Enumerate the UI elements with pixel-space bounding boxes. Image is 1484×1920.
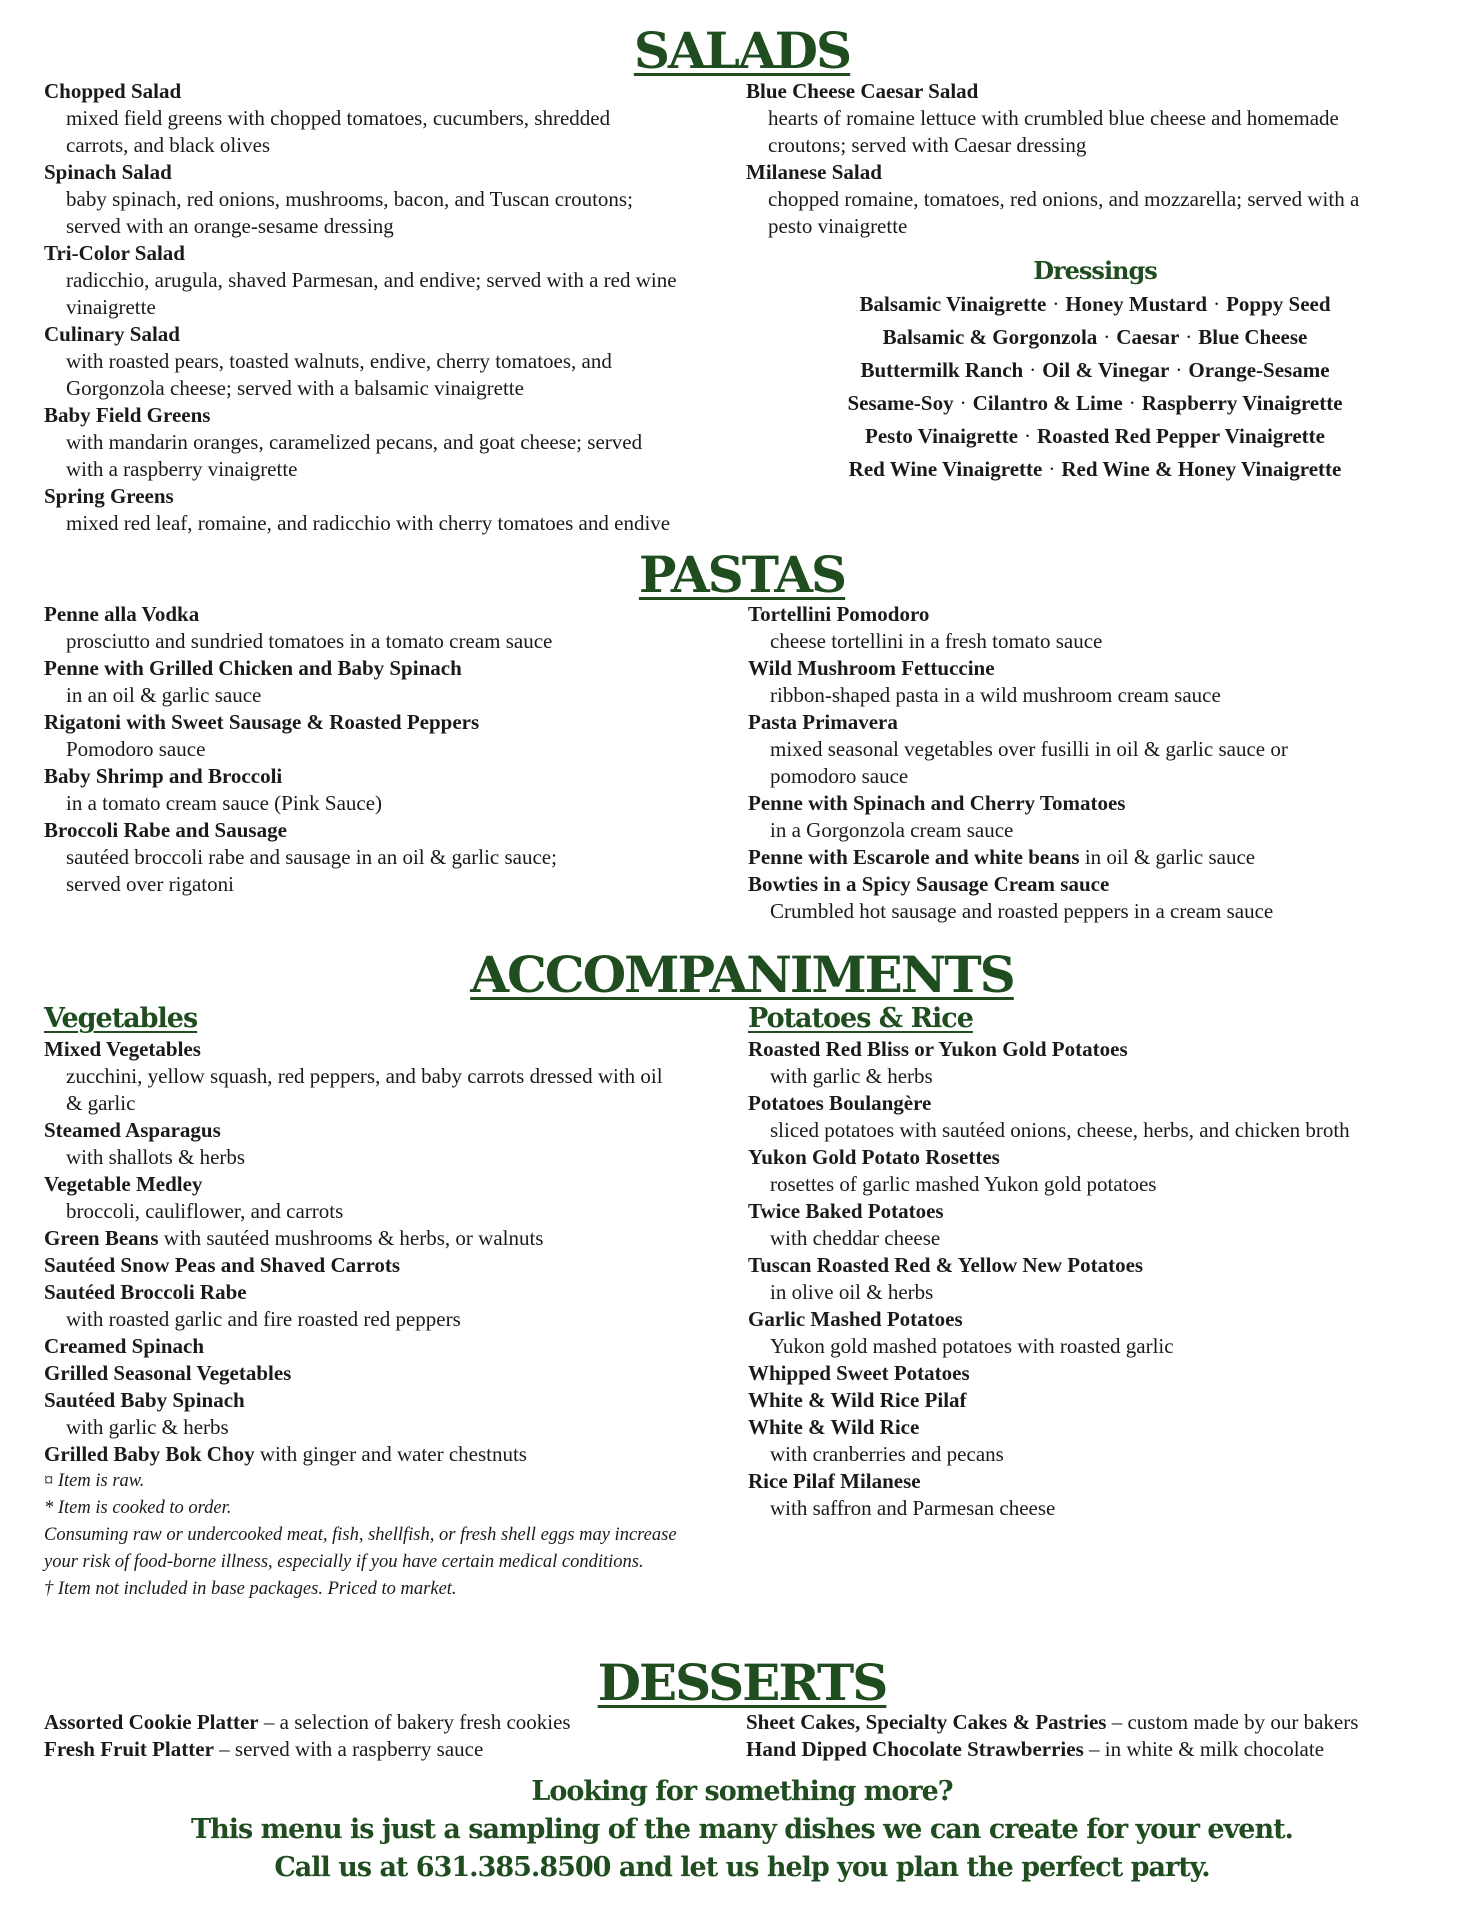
- footer-line-1: Looking for something more?: [531, 1776, 953, 1807]
- menu-item: [746, 78, 1446, 159]
- potatoes-list: [748, 1036, 1448, 1522]
- menu-item-inline-description: – a selection of bakery fresh cookies: [258, 1710, 571, 1734]
- menu-item: [44, 817, 744, 898]
- menu-item: [44, 1171, 764, 1225]
- menu-item-description: in a Gorgonzola cream sauce: [770, 818, 1014, 842]
- menu-item: [748, 1036, 1448, 1090]
- menu-item-name: [44, 1225, 764, 1252]
- salads-left-column: [44, 78, 764, 537]
- menu-item-description: in olive oil & herbs: [770, 1280, 934, 1304]
- menu-item: [748, 1198, 1448, 1252]
- menu-item-title: Spring Greens: [44, 484, 174, 508]
- menu-item-description: chopped romaine, tomatoes, red onions, and mozzarella; served with a: [768, 187, 1360, 211]
- note-line: * Item is cooked to order.: [44, 1498, 232, 1518]
- menu-item-name: [746, 1709, 1466, 1736]
- note-line: † Item not included in base packages. Priced to market.: [44, 1579, 457, 1599]
- menu-item-title: Assorted Cookie Platter: [44, 1710, 259, 1734]
- menu-item-name: [748, 1036, 1448, 1063]
- menu-item-description: with garlic & herbs: [66, 1415, 229, 1439]
- footer-callout: [0, 1773, 1484, 1887]
- menu-item: [44, 1036, 764, 1117]
- menu-item-title: Blue Cheese Caesar Salad: [746, 79, 979, 103]
- menu-item: [44, 1252, 764, 1279]
- menu-item: [748, 1414, 1448, 1468]
- menu-item-name: [44, 78, 764, 105]
- menu-item: [748, 844, 1448, 871]
- menu-item: [44, 402, 764, 483]
- menu-item-title: White & Wild Rice: [748, 1415, 920, 1439]
- footer-line-2: This menu is just a sampling of the many dishes we can create for your event.: [191, 1814, 1293, 1845]
- menu-item-title: Baby Field Greens: [44, 403, 211, 427]
- menu-item: [748, 655, 1448, 709]
- menu-item: [44, 240, 764, 321]
- menu-item: [748, 1306, 1448, 1360]
- menu-item-name: [746, 78, 1446, 105]
- desserts-heading: DESSERTS: [597, 1653, 887, 1712]
- menu-item-description: with cheddar cheese: [770, 1226, 941, 1250]
- menu-item-description: croutons; served with Caesar dressing: [768, 133, 1087, 157]
- menu-item-name: [746, 159, 1446, 186]
- menu-item-title: Milanese Salad: [746, 160, 882, 184]
- menu-item-name: [44, 1360, 764, 1387]
- menu-item-description: Gorgonzola cheese; served with a balsamic vinaigrette: [66, 376, 524, 400]
- dressing-row: [760, 321, 1430, 354]
- menu-item-title: Baby Shrimp and Broccoli: [44, 764, 283, 788]
- menu-item-title: Rice Pilaf Milanese: [748, 1469, 921, 1493]
- menu-item-title: Sautéed Broccoli Rabe: [44, 1280, 247, 1304]
- separator-dot: ·: [1185, 325, 1193, 349]
- dressing-name: Pesto Vinaigrette: [865, 424, 1019, 448]
- menu-item: [44, 483, 764, 537]
- menu-item-title: White & Wild Rice Pilaf: [748, 1388, 967, 1412]
- dressing-row: [760, 288, 1430, 321]
- desserts-right-column: [746, 1709, 1466, 1763]
- menu-item-title: Green Beans: [44, 1226, 159, 1250]
- separator-dot: ·: [1103, 325, 1111, 349]
- menu-item-name: [44, 1036, 764, 1063]
- menu-item: [44, 655, 744, 709]
- dressing-name: Balsamic & Gorgonzola: [882, 325, 1098, 349]
- menu-item-description: broccoli, cauliflower, and carrots: [66, 1199, 344, 1223]
- dressing-name: Raspberry Vinaigrette: [1141, 391, 1343, 415]
- menu-item-description: Pomodoro sauce: [66, 737, 206, 761]
- menu-item-description: radicchio, arugula, shaved Parmesan, and endive; served with a red wine: [66, 268, 677, 292]
- menu-item: [44, 1117, 764, 1171]
- menu-item-name: [748, 1468, 1448, 1495]
- menu-item: [748, 1360, 1448, 1387]
- menu-item-title: Sautéed Baby Spinach: [44, 1388, 245, 1412]
- menu-item-name: [44, 1387, 764, 1414]
- menu-item-description: with saffron and Parmesan cheese: [770, 1496, 1056, 1520]
- menu-item-description: Yukon gold mashed potatoes with roasted garlic: [770, 1334, 1174, 1358]
- menu-item-title: Culinary Salad: [44, 322, 180, 346]
- menu-item-name: [44, 402, 764, 429]
- menu-item-title: Sheet Cakes, Specialty Cakes & Pastries: [746, 1710, 1107, 1734]
- menu-item: [44, 763, 744, 817]
- menu-item-name: [44, 1333, 764, 1360]
- menu-item-inline-description: – served with a raspberry sauce: [213, 1737, 484, 1761]
- menu-item-title: Penne with Grilled Chicken and Baby Spinach: [44, 656, 462, 680]
- menu-item: [44, 601, 744, 655]
- potatoes-title: Potatoes & Rice: [748, 1003, 973, 1034]
- menu-item: [746, 1709, 1466, 1736]
- menu-item-name: [44, 1252, 764, 1279]
- menu-item: [748, 1468, 1448, 1522]
- menu-item-title: Creamed Spinach: [44, 1334, 205, 1358]
- menu-item-name: [748, 601, 1448, 628]
- menu-item: [44, 1387, 764, 1441]
- menu-item-inline-description: with sautéed mushrooms & herbs, or walnuts: [158, 1226, 544, 1250]
- menu-item-description: mixed field greens with chopped tomatoes, cucumbers, shredded: [66, 106, 611, 130]
- dressing-name: Caesar: [1116, 325, 1180, 349]
- menu-item-title: Hand Dipped Chocolate Strawberries: [746, 1737, 1084, 1761]
- menu-item-description: pesto vinaigrette: [768, 214, 908, 238]
- salads-heading: SALADS: [633, 21, 851, 80]
- menu-item-title: Bowties in a Spicy Sausage Cream sauce: [748, 872, 1110, 896]
- menu-item-name: [748, 871, 1448, 898]
- dressing-name: Blue Cheese: [1198, 325, 1308, 349]
- menu-item-description: with roasted garlic and fire roasted red peppers: [66, 1307, 461, 1331]
- menu-item-description: with roasted pears, toasted walnuts, endive, cherry tomatoes, and: [66, 349, 612, 373]
- menu-item-description: pomodoro sauce: [770, 764, 909, 788]
- menu-item: [748, 1144, 1448, 1198]
- menu-item-name: [748, 1414, 1448, 1441]
- menu-item: [748, 790, 1448, 844]
- desserts-left-column: [44, 1709, 764, 1763]
- dressing-name: Poppy Seed: [1226, 292, 1331, 316]
- separator-dot: ·: [1213, 292, 1221, 316]
- menu-item-description: mixed seasonal vegetables over fusilli in oil & garlic sauce or: [770, 737, 1288, 761]
- menu-item-title: Potatoes Boulangère: [748, 1091, 932, 1115]
- menu-item: [44, 1360, 764, 1387]
- menu-item-title: Twice Baked Potatoes: [748, 1199, 944, 1223]
- dressing-row: [760, 387, 1430, 420]
- menu-item-title: Penne alla Vodka: [44, 602, 200, 626]
- vegetables-title: Vegetables: [44, 1003, 198, 1034]
- dressing-name: Orange-Sesame: [1188, 358, 1330, 382]
- menu-item: [746, 159, 1446, 240]
- dressing-row: [760, 354, 1430, 387]
- menu-item-description: prosciutto and sundried tomatoes in a tomato cream sauce: [66, 629, 553, 653]
- menu-item-description: & garlic: [66, 1091, 136, 1115]
- accompaniments-heading: ACCOMPANIMENTS: [470, 945, 1014, 1004]
- menu-item-name: [44, 483, 764, 510]
- dressing-name: Sesame-Soy: [847, 391, 954, 415]
- menu-item-name: [44, 1709, 764, 1736]
- menu-item-name: [44, 817, 744, 844]
- menu-item-description: with a raspberry vinaigrette: [66, 457, 298, 481]
- menu-item-description: in a tomato cream sauce (Pink Sauce): [66, 791, 383, 815]
- dressing-name: Oil & Vinegar: [1042, 358, 1170, 382]
- menu-item-name: [44, 321, 764, 348]
- menu-item-name: [44, 655, 744, 682]
- menu-item-description: carrots, and black olives: [66, 133, 271, 157]
- menu-item-description: with garlic & herbs: [770, 1064, 933, 1088]
- menu-item-title: Sautéed Snow Peas and Shaved Carrots: [44, 1253, 401, 1277]
- menu-item-title: Whipped Sweet Potatoes: [748, 1361, 970, 1385]
- menu-item-name: [44, 1736, 764, 1763]
- vegetables-column: [44, 1002, 764, 1603]
- menu-item-description: served with an orange-sesame dressing: [66, 214, 394, 238]
- menu-item-description: hearts of romaine lettuce with crumbled blue cheese and homemade: [768, 106, 1339, 130]
- menu-item-name: [44, 601, 744, 628]
- menu-item-description: with shallots & herbs: [66, 1145, 246, 1169]
- dressings-title: Dressings: [1033, 256, 1157, 285]
- menu-item-name: [748, 1144, 1448, 1171]
- salads-right-column: [746, 78, 1446, 240]
- menu-item-name: [748, 1198, 1448, 1225]
- menu-item-description: sliced potatoes with sautéed onions, cheese, herbs, and chicken broth: [770, 1118, 1350, 1142]
- separator-dot: ·: [1048, 457, 1056, 481]
- menu-item-name: [44, 1117, 764, 1144]
- menu-item-title: Tri-Color Salad: [44, 241, 185, 265]
- dressing-name: Buttermilk Ranch: [860, 358, 1024, 382]
- menu-item-inline-description: – custom made by our bakers: [1106, 1710, 1359, 1734]
- menu-item: [746, 1736, 1466, 1763]
- menu-item-description: zucchini, yellow squash, red peppers, and baby carrots dressed with oil: [66, 1064, 663, 1088]
- menu-item: [44, 1333, 764, 1360]
- vegetables-list: [44, 1036, 764, 1468]
- menu-item-description: cheese tortellini in a fresh tomato sauce: [770, 629, 1103, 653]
- menu-item-name: [44, 1171, 764, 1198]
- dressing-name: Red Wine & Honey Vinaigrette: [1061, 457, 1342, 481]
- dressing-row: [760, 453, 1430, 486]
- menu-item-name: [44, 763, 744, 790]
- menu-item: [44, 1441, 764, 1468]
- menu-item-title: Rigatoni with Sweet Sausage & Roasted Peppers: [44, 710, 480, 734]
- menu-item-name: [44, 240, 764, 267]
- separator-dot: ·: [959, 391, 967, 415]
- menu-item: [44, 1279, 764, 1333]
- dressings-list: [760, 288, 1430, 486]
- menu-item: [44, 1709, 764, 1736]
- menu-item-title: Broccoli Rabe and Sausage: [44, 818, 287, 842]
- menu-item-name: [44, 1441, 764, 1468]
- separator-dot: ·: [1024, 424, 1032, 448]
- menu-item-title: Penne with Escarole and white beans: [748, 845, 1080, 869]
- separator-dot: ·: [1128, 391, 1136, 415]
- menu-item: [748, 1090, 1448, 1144]
- menu-item-description: mixed red leaf, romaine, and radicchio with cherry tomatoes and endive: [66, 511, 671, 535]
- menu-item-name: [748, 1252, 1448, 1279]
- menu-item-name: [748, 844, 1448, 871]
- menu-item-description: rosettes of garlic mashed Yukon gold potatoes: [770, 1172, 1157, 1196]
- menu-item: [44, 709, 744, 763]
- menu-item-title: Grilled Baby Bok Choy: [44, 1442, 255, 1466]
- menu-item-name: [748, 790, 1448, 817]
- menu-item-description: vinaigrette: [66, 295, 156, 319]
- footer-line-3: Call us at 631.385.8500 and let us help you plan the perfect party.: [274, 1852, 1210, 1883]
- menu-item-title: Yukon Gold Potato Rosettes: [748, 1145, 1000, 1169]
- menu-item-name: [748, 1387, 1448, 1414]
- menu-item-description: sautéed broccoli rabe and sausage in an oil & garlic sauce;: [66, 845, 557, 869]
- dressing-name: Honey Mustard: [1065, 292, 1208, 316]
- separator-dot: ·: [1175, 358, 1183, 382]
- menu-item-name: [746, 1736, 1466, 1763]
- menu-item: [748, 1387, 1448, 1414]
- menu-item: [44, 1736, 764, 1763]
- menu-item-description: baby spinach, red onions, mushrooms, bacon, and Tuscan croutons;: [66, 187, 633, 211]
- menu-item-name: [44, 1279, 764, 1306]
- note-line: Consuming raw or undercooked meat, fish, shellfish, or fresh shell eggs may increase: [44, 1525, 677, 1545]
- menu-item: [748, 871, 1448, 925]
- menu-item: [748, 1252, 1448, 1306]
- dressing-name: Balsamic Vinaigrette: [859, 292, 1047, 316]
- note-line: your risk of food-borne illness, especially if you have certain medical conditions.: [44, 1552, 644, 1572]
- menu-item: [44, 78, 764, 159]
- separator-dot: ·: [1052, 292, 1060, 316]
- menu-item-description: served over rigatoni: [66, 872, 234, 896]
- menu-item-name: [748, 1090, 1448, 1117]
- menu-item-description: with mandarin oranges, caramelized pecans, and goat cheese; served: [66, 430, 643, 454]
- menu-item-title: Vegetable Medley: [44, 1172, 203, 1196]
- dressing-name: Red Wine Vinaigrette: [848, 457, 1043, 481]
- dressing-name: Roasted Red Pepper Vinaigrette: [1037, 424, 1325, 448]
- potatoes-column: [748, 1002, 1448, 1522]
- menu-item-title: Steamed Asparagus: [44, 1118, 221, 1142]
- menu-item-title: Tortellini Pomodoro: [748, 602, 930, 626]
- menu-item-title: Garlic Mashed Potatoes: [748, 1307, 963, 1331]
- menu-item: [748, 601, 1448, 655]
- menu-item-title: Penne with Spinach and Cherry Tomatoes: [748, 791, 1126, 815]
- menu-item-title: Spinach Salad: [44, 160, 172, 184]
- note-line: ¤ Item is raw.: [44, 1471, 145, 1491]
- pastas-heading: PASTAS: [638, 545, 846, 604]
- separator-dot: ·: [1029, 358, 1037, 382]
- pastas-right-column: [748, 601, 1448, 925]
- menu-item-description: in an oil & garlic sauce: [66, 683, 262, 707]
- menu-item-title: Tuscan Roasted Red & Yellow New Potatoes: [748, 1253, 1144, 1277]
- menu-item-inline-description: in oil & garlic sauce: [1079, 845, 1256, 869]
- menu-item: [44, 321, 764, 402]
- menu-item-title: Wild Mushroom Fettuccine: [748, 656, 995, 680]
- menu-item: [748, 709, 1448, 790]
- menu-item-name: [44, 159, 764, 186]
- menu-item-title: Grilled Seasonal Vegetables: [44, 1361, 292, 1385]
- menu-item-title: Roasted Red Bliss or Yukon Gold Potatoes: [748, 1037, 1128, 1061]
- menu-item: [44, 159, 764, 240]
- pastas-left-column: [44, 601, 744, 898]
- dressing-row: [760, 420, 1430, 453]
- menu-item-inline-description: – in white & milk chocolate: [1083, 1737, 1325, 1761]
- menu-item-inline-description: with ginger and water chestnuts: [254, 1442, 527, 1466]
- menu-item: [44, 1225, 764, 1252]
- menu-item-name: [44, 709, 744, 736]
- menu-item-name: [748, 1360, 1448, 1387]
- menu-item-title: Pasta Primavera: [748, 710, 898, 734]
- menu-item-description: Crumbled hot sausage and roasted peppers in a cream sauce: [770, 899, 1274, 923]
- menu-item-title: Fresh Fruit Platter: [44, 1737, 214, 1761]
- menu-item-description: ribbon-shaped pasta in a wild mushroom cream sauce: [770, 683, 1221, 707]
- menu-item-title: Mixed Vegetables: [44, 1037, 201, 1061]
- menu-item-title: Chopped Salad: [44, 79, 182, 103]
- food-notes: [44, 1468, 764, 1603]
- menu-item-name: [748, 1306, 1448, 1333]
- menu-item-name: [748, 709, 1448, 736]
- dressing-name: Cilantro & Lime: [972, 391, 1123, 415]
- menu-item-description: with cranberries and pecans: [770, 1442, 1004, 1466]
- menu-item-name: [748, 655, 1448, 682]
